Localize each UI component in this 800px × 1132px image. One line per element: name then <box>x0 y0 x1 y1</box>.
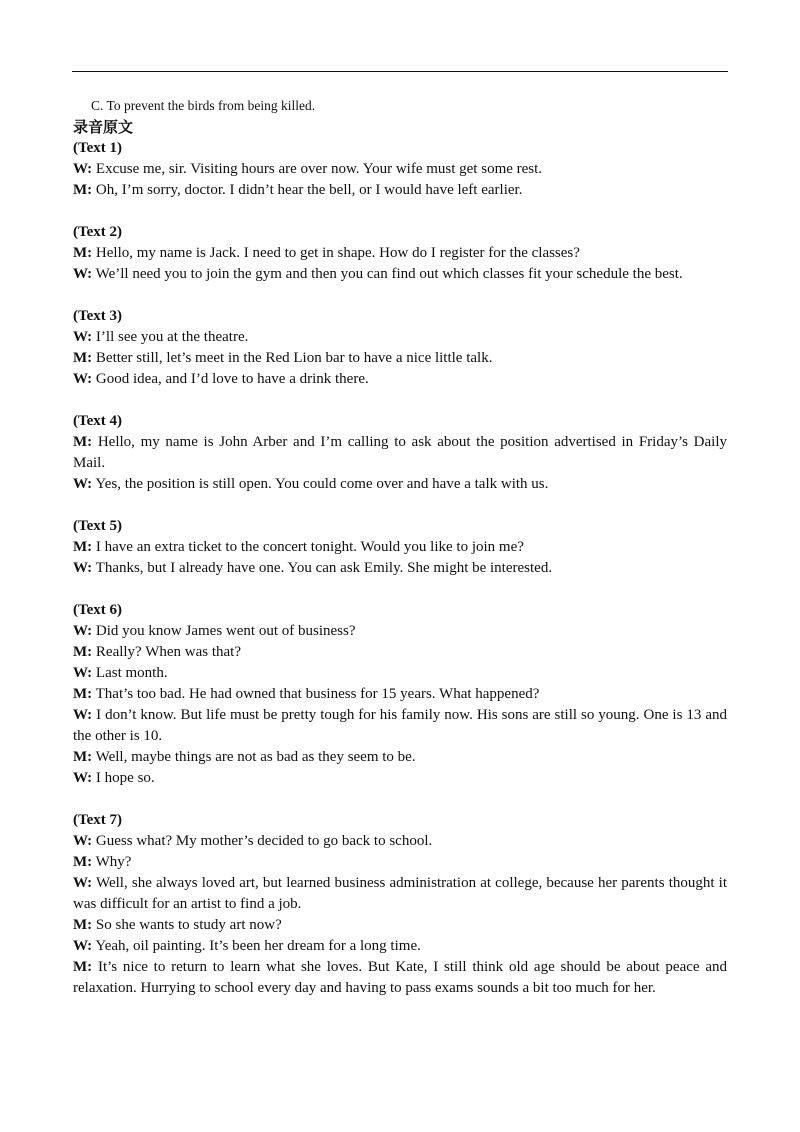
dialogue-line <box>73 642 727 663</box>
dialogue-line <box>73 747 727 768</box>
dialogue-line <box>73 873 727 915</box>
utterance-text: Good idea, and I’d love to have a drink there. <box>92 371 369 387</box>
dialogue-line <box>73 327 727 348</box>
utterance-text: Last month. <box>92 665 168 681</box>
dialogue-line <box>73 159 727 180</box>
speaker-label: M: <box>73 686 93 702</box>
speaker-label: W: <box>73 266 93 282</box>
utterance-text: I hope so. <box>92 770 155 786</box>
dialogue-line <box>73 243 727 264</box>
text-section-5 <box>73 516 727 579</box>
speaker-label: M: <box>73 182 93 198</box>
transcript-sections <box>73 138 727 999</box>
dialogue-line <box>73 537 727 558</box>
dialogue-line <box>73 852 727 873</box>
dialogue-line <box>73 915 727 936</box>
text-label: (Text 1) <box>73 140 123 156</box>
speaker-label: M: <box>73 854 93 870</box>
speaker-label: W: <box>73 938 93 954</box>
dialogue-line <box>73 684 727 705</box>
text-section-2 <box>73 222 727 285</box>
dialogue-line <box>73 957 727 999</box>
utterance-text: Excuse me, sir. Visiting hours are over now. Your wife must get some rest. <box>92 161 543 177</box>
utterance-text: I’ll see you at the theatre. <box>92 329 249 345</box>
speaker-label: W: <box>73 833 93 849</box>
utterance-text: That’s too bad. He had owned that business for 15 years. What happened? <box>92 686 540 702</box>
utterance-text: I have an extra ticket to the concert tonight. Would you like to join me? <box>92 539 524 555</box>
speaker-label: M: <box>73 350 93 366</box>
speaker-label: W: <box>73 329 93 345</box>
utterance-text: Why? <box>92 854 132 870</box>
speaker-label: W: <box>73 161 93 177</box>
dialogue-line <box>73 348 727 369</box>
speaker-label: W: <box>73 476 93 492</box>
speaker-label: M: <box>73 959 93 975</box>
utterance-text: Yes, the position is still open. You could come over and have a talk with us. <box>92 476 549 492</box>
utterance-text: Did you know James went out of business? <box>92 623 356 639</box>
speaker-label: M: <box>73 245 93 261</box>
utterance-text: So she wants to study art now? <box>92 917 282 933</box>
dialogue-line <box>73 369 727 390</box>
text-section-1 <box>73 138 727 201</box>
speaker-label: W: <box>73 875 93 891</box>
text-label: (Text 2) <box>73 224 123 240</box>
utterance-text: We’ll need you to join the gym and then you can find out which classes fit your schedule the best. <box>92 266 683 282</box>
utterance-text: Better still, let’s meet in the Red Lion bar to have a nice little talk. <box>92 350 493 366</box>
utterance-text: Well, maybe things are not as bad as they seem to be. <box>92 749 416 765</box>
answer-option-c: C. To prevent the birds from being killed. <box>91 98 316 113</box>
text-label: (Text 5) <box>73 518 123 534</box>
transcript-document <box>73 97 727 1020</box>
text-section-4 <box>73 411 727 495</box>
utterance-text: Yeah, oil painting. It’s been her dream for a long time. <box>92 938 421 954</box>
dialogue-line <box>73 180 727 201</box>
text-section-6 <box>73 600 727 789</box>
text-label: (Text 3) <box>73 308 123 324</box>
text-label: (Text 6) <box>73 602 123 618</box>
speaker-label: W: <box>73 371 93 387</box>
speaker-label: M: <box>73 917 93 933</box>
speaker-label: W: <box>73 560 93 576</box>
dialogue-line <box>73 621 727 642</box>
utterance-text: Thanks, but I already have one. You can ask Emily. She might be interested. <box>92 560 553 576</box>
transcript-heading: 录音原文 <box>73 118 134 136</box>
utterance-text: Oh, I’m sorry, doctor. I didn’t hear the bell, or I would have left earlier. <box>92 182 523 198</box>
text-label: (Text 7) <box>73 812 123 828</box>
dialogue-line <box>73 474 727 495</box>
utterance-text: Hello, my name is John Arber and I’m calling to ask about the position advertised in Friday’s Daily Mail. <box>73 434 727 471</box>
speaker-label: M: <box>73 434 93 450</box>
utterance-text: Guess what? My mother’s decided to go back to school. <box>92 833 433 849</box>
speaker-label: M: <box>73 644 93 660</box>
utterance-text: Really? When was that? <box>92 644 241 660</box>
text-section-7 <box>73 810 727 999</box>
dialogue-line <box>73 705 727 747</box>
dialogue-line <box>73 663 727 684</box>
speaker-label: W: <box>73 707 93 723</box>
utterance-text: It’s nice to return to learn what she loves. But Kate, I still think old age should be about peace and relaxation. Hurrying to school every day and having to pass exams sounds a bit too much for her. <box>73 959 727 996</box>
dialogue-line <box>73 831 727 852</box>
text-section-3 <box>73 306 727 390</box>
speaker-label: M: <box>73 539 93 555</box>
utterance-text: Hello, my name is Jack. I need to get in shape. How do I register for the classes? <box>92 245 580 261</box>
header-rule <box>72 71 728 72</box>
speaker-label: M: <box>73 749 93 765</box>
dialogue-line <box>73 558 727 579</box>
speaker-label: W: <box>73 770 93 786</box>
utterance-text: Well, she always loved art, but learned business administration at college, because her parents thought it was difficult for an artist to find a job. <box>73 875 727 912</box>
speaker-label: W: <box>73 623 93 639</box>
dialogue-line <box>73 768 727 789</box>
dialogue-line <box>73 432 727 474</box>
speaker-label: W: <box>73 665 93 681</box>
dialogue-line <box>73 936 727 957</box>
text-label: (Text 4) <box>73 413 123 429</box>
dialogue-line <box>73 264 727 285</box>
utterance-text: I don’t know. But life must be pretty tough for his family now. His sons are still so young. One is 13 and the other is 10. <box>73 707 727 744</box>
